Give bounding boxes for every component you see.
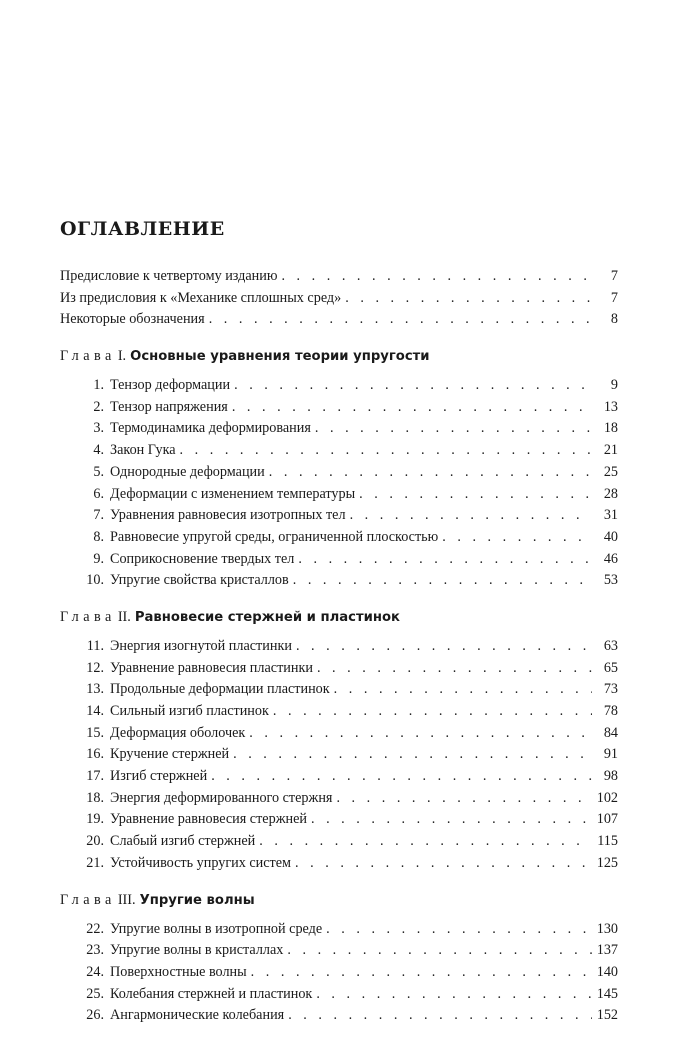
entry-title: Уравнение равновесия пластинки [110,659,313,676]
entry-page: 28 [603,485,618,502]
section-number: 24. [86,963,104,980]
entry-title: Закон Гука [110,442,176,459]
intro-entries [60,266,618,331]
dot-leader [317,658,592,680]
page-title: ОГЛАВЛЕНИЕ [60,218,225,240]
section-number: 15. [86,724,104,741]
entry-title: Деформация оболочек [110,724,246,741]
section-number: 12. [86,659,104,676]
section-number: 21. [86,854,104,871]
entry-page: 73 [603,681,618,698]
chapter-label: Глава [60,608,116,625]
dot-leader [311,809,592,831]
entry-title: Кручение стержней [110,746,230,763]
toc-entry[interactable] [60,679,618,701]
entry-title: Однородные деформации [110,463,265,480]
entry-page: 130 [596,920,618,937]
entry-title: Поверхностные волны [110,963,247,980]
dot-leader [287,940,592,962]
entry-title: Деформации с изменением температуры [110,485,356,502]
section-number: 1. [93,377,104,394]
toc-entry[interactable] [60,418,618,440]
section-number: 2. [93,398,104,415]
entry-title: Энергия деформированного стержня [110,789,333,806]
section-number: 19. [86,811,104,828]
toc-entry[interactable] [60,570,618,592]
dot-leader [288,1005,592,1027]
toc-entry[interactable] [60,1005,618,1027]
entry-title: Равновесие упругой среды, ограниченной плоскостью [110,528,439,545]
chapter-title: Упругие волны [139,892,255,908]
entry-title: Из предисловия к «Механике сплошных сред» [60,289,342,306]
section-number: 8. [93,528,104,545]
entry-page: 98 [603,768,618,785]
chapter-number: III. [117,891,136,908]
toc-entry[interactable] [60,766,618,788]
toc-entry[interactable] [60,505,618,527]
toc-entry[interactable] [60,723,618,745]
toc-entry[interactable] [60,440,618,462]
dot-leader [234,375,592,397]
entry-title: Ангармонические колебания [110,1007,285,1024]
entry-page: 84 [603,724,618,741]
dot-leader [350,505,592,527]
entry-page: 9 [610,377,618,394]
entry-title: Упругие волны в изотропной среде [110,920,323,937]
toc-entry[interactable] [60,658,618,680]
chapters [60,345,618,1027]
toc-entry[interactable] [60,853,618,875]
entry-page: 63 [603,637,618,654]
dot-leader [359,484,592,506]
entry-page: 65 [603,659,618,676]
dot-leader [345,288,592,310]
entry-title: Продольные деформации пластинок [110,681,330,698]
entry-title: Колебания стержней и пластинок [110,985,313,1002]
table-of-contents [60,214,618,1027]
section-number: 18. [86,789,104,806]
entry-title: Тензор деформации [110,377,231,394]
toc-entry[interactable] [60,266,618,288]
entry-title: Уравнения равновесия изотропных тел [110,507,346,524]
entry-title: Энергия изогнутой пластинки [110,637,292,654]
chapter-title: Основные уравнения теории упругости [130,349,430,365]
toc-entry[interactable] [60,984,618,1006]
entry-page: 31 [603,507,618,524]
chapter-heading[interactable] [60,889,618,911]
section-number: 7. [93,507,104,524]
section-number: 13. [86,681,104,698]
chapter-label: Глава [60,891,116,908]
chapter-number: II. [117,608,131,625]
section-number: 23. [86,942,104,959]
dot-leader [334,679,592,701]
dot-leader [315,418,592,440]
section-number: 6. [93,485,104,502]
entry-page: 152 [596,1007,618,1024]
dot-leader [295,853,592,875]
entry-page: 125 [596,854,618,871]
toc-entry[interactable] [60,375,618,397]
entry-title: Упругие волны в кристаллах [110,942,284,959]
chapter-number: I. [117,348,127,365]
section-number: 4. [93,442,104,459]
entry-page: 137 [596,942,618,959]
chapter-heading[interactable] [60,606,618,628]
entry-page: 25 [603,463,618,480]
toc-entry[interactable] [60,809,618,831]
toc-entry[interactable] [60,397,618,419]
dot-leader [296,636,592,658]
entry-title: Предисловие к четвертому изданию [60,268,278,284]
dot-leader [233,744,592,766]
entry-page: 78 [603,703,618,719]
section-number: 25. [86,985,104,1002]
toc-entry[interactable] [60,919,618,941]
dot-leader [269,462,592,484]
section-number: 17. [86,768,104,785]
section-number: 22. [86,920,104,937]
toc-entry[interactable] [60,701,618,723]
toc-entry[interactable] [60,940,618,962]
dot-leader [316,984,592,1006]
toc-entry[interactable] [60,831,618,853]
section-number: 3. [93,420,104,437]
chapter-label: Глава [60,348,116,365]
entry-page: 145 [596,985,618,1002]
toc-entry[interactable] [60,527,618,549]
entry-page: 102 [596,789,618,806]
entry-title: Изгиб стержней [110,768,208,785]
toc-entry[interactable] [60,309,618,331]
toc-entry[interactable] [60,636,618,658]
chapter-title: Равновесие стержней и пластинок [134,609,400,625]
entry-title: Тензор напряжения [110,398,228,415]
toc-entry[interactable] [60,484,618,506]
dot-leader [180,440,592,462]
toc-entry[interactable] [60,462,618,484]
dot-leader [442,527,592,549]
entry-page: 46 [603,550,618,567]
section-number: 11. [86,637,104,654]
entry-title: Слабый изгиб стержней [110,833,256,850]
dot-leader [293,570,592,592]
dot-leader [336,788,592,810]
section-number: 16. [86,746,104,763]
dot-leader [251,962,592,984]
entry-title: Уравнение равновесия стержней [110,811,307,828]
toc-entry[interactable] [60,288,618,310]
toc-entry[interactable] [60,962,618,984]
dot-leader [298,549,592,571]
entry-title: Устойчивость упругих систем [110,854,292,871]
entry-page: 7 [610,268,618,284]
entry-page: 115 [597,833,618,850]
section-number: 14. [86,703,104,719]
entry-title: Термодинамика деформирования [110,420,311,437]
entry-page: 8 [610,311,618,328]
entry-page: 13 [603,398,618,415]
dot-leader [281,266,592,288]
dot-leader [209,309,592,331]
entry-page: 91 [603,746,618,763]
section-number: 26. [86,1007,104,1024]
entry-title: Некоторые обозначения [60,311,205,328]
entry-page: 40 [603,528,618,545]
section-number: 20. [86,833,104,850]
toc-entry[interactable] [60,744,618,766]
entry-page: 107 [596,811,618,828]
dot-leader [259,831,592,853]
entry-page: 53 [603,572,618,589]
entry-page: 18 [603,420,618,437]
entry-title: Соприкосновение твердых тел [110,550,295,567]
entry-title: Сильный изгиб пластинок [110,703,269,719]
dot-leader [232,397,592,419]
dot-leader [211,766,592,788]
toc-entry[interactable] [60,788,618,810]
chapter-heading[interactable] [60,345,618,367]
section-number: 9. [93,550,104,567]
toc-entry[interactable] [60,549,618,571]
dot-leader [326,919,592,941]
entry-page: 140 [596,963,618,980]
entry-page: 7 [610,289,618,306]
section-number: 5. [93,463,104,480]
dot-leader [249,723,592,745]
section-number: 10. [86,572,104,589]
dot-leader [273,701,592,723]
entry-page: 21 [603,442,618,459]
entry-title: Упругие свойства кристаллов [110,572,289,589]
